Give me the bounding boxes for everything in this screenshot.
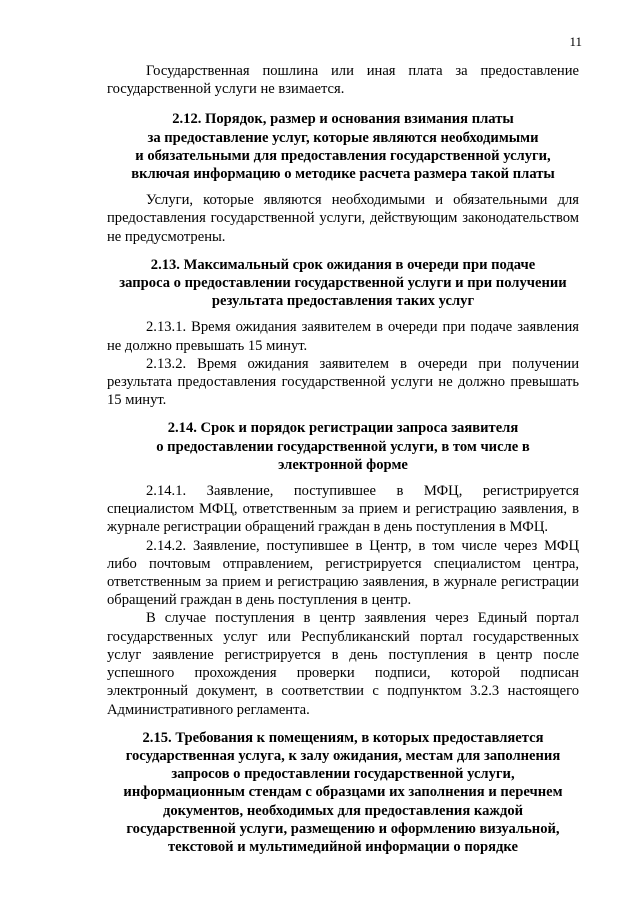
heading-line: 2.12. Порядок, размер и основания взимания платы xyxy=(172,111,514,128)
paragraph-2-14-3: В случае поступления в центр заявления через Единый портал государственных услуг или Республиканский портал государственных услуг заявление регистрируется в день поступления в центр после успешного прохождения проверки подписи, которой подписан электронный документ, в соответствии с подпунктом 3.2.3 настоящего Административного регламента. xyxy=(107,610,579,718)
heading-line: информационным стендам с образцами их заполнения и перечнем xyxy=(123,784,563,801)
page-number: 11 xyxy=(569,34,582,49)
heading-2-13 xyxy=(107,256,579,311)
heading-line: и обязательными для предоставления государственной услуги, xyxy=(135,147,551,164)
paragraph-fee: Государственная пошлина или иная плата за предоставление государственной услуги не взимается. xyxy=(107,63,579,98)
heading-line: государственная услуга, к залу ожидания, местам для заполнения xyxy=(125,747,561,764)
heading-line: запросов о предоставлении государственной услуги, xyxy=(171,766,515,783)
heading-2-12 xyxy=(107,110,579,183)
heading-line: результата предоставления таких услуг xyxy=(211,293,475,310)
heading-line: за предоставление услуг, которые являются необходимыми xyxy=(147,129,539,146)
paragraph-2-14-2: 2.14.2. Заявление, поступившее в Центр, в том числе через МФЦ либо почтовым отправлением, регистрируется специалистом центра, ответственным за прием и регистрацию заявления, в журнале регистрации обращений граждан в день поступления в центр. xyxy=(107,537,579,609)
heading-line: документов, необходимых для предоставления каждой xyxy=(162,802,524,819)
heading-line: электронной форме xyxy=(278,456,408,473)
heading-line: 2.13. Максимальный срок ожидания в очереди при подаче xyxy=(150,256,536,273)
paragraph-2-12: Услуги, которые являются необходимыми и обязательными для предоставления государственной услуги, действующим законодательством не предусмотрены. xyxy=(107,192,579,245)
heading-2-15 xyxy=(107,729,579,856)
paragraph-2-14-1: 2.14.1. Заявление, поступившее в МФЦ, регистрируется специалистом МФЦ, ответственным за прием и регистрацию заявления, в журнале регистрации обращений граждан в день поступления в МФЦ. xyxy=(107,483,579,536)
heading-line: 2.14. Срок и порядок регистрации запроса заявителя xyxy=(167,420,519,437)
heading-line: о предоставлении государственной услуги, в том числе в xyxy=(156,438,530,455)
paragraph-2-13-1: 2.13.1. Время ожидания заявителем в очереди при подаче заявления не должно превышать 15 минут. xyxy=(107,319,579,354)
heading-2-14 xyxy=(107,419,579,474)
heading-line: 2.15. Требования к помещениям, в которых предоставляется xyxy=(142,729,544,746)
paragraph-2-13-2: 2.13.2. Время ожидания заявителем в очереди при получении результата предоставления государственной услуги не должно превышать 15 минут. xyxy=(107,355,579,409)
heading-line: запроса о предоставлении государственной услуги и при получении xyxy=(119,275,567,292)
document-body xyxy=(107,62,579,856)
heading-line: включая информацию о методике расчета размера такой платы xyxy=(131,166,555,183)
heading-line: государственной услуги, размещению и оформлению визуальной, xyxy=(126,820,560,837)
heading-line: текстовой и мультимедийной информации о порядке xyxy=(168,838,518,855)
